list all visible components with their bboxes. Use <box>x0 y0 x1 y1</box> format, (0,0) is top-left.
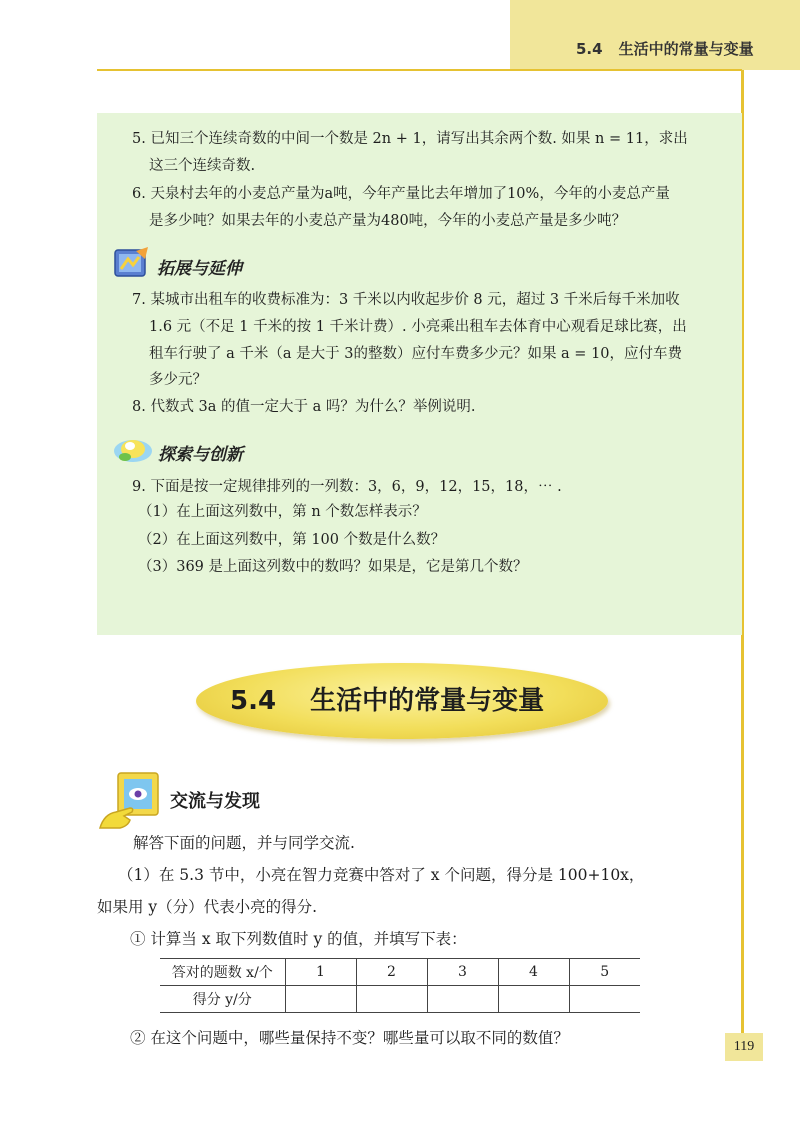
table-cell: 3 <box>427 959 498 986</box>
exercise-9-sub-3: （3）369 是上面这列数中的数吗？如果是，它是第几个数？ <box>138 559 528 575</box>
extend-icon <box>112 245 152 281</box>
extend-section-title: 拓展与延伸 <box>157 259 242 279</box>
table-cell: 4 <box>498 959 569 986</box>
page-number: 119 <box>725 1033 763 1061</box>
exercise-9-line-1: 9. 下面是按一定规律排列的一列数：3，6，9，12，15，18，⋯ . <box>132 479 562 495</box>
exercise-7-line-3: 租车行驶了 a 千米（a 是大于 3的整数）应付车费多少元？如果 a = 10，应付车费 <box>149 346 683 362</box>
exercise-5-line-2: 这三个连续奇数. <box>149 158 256 174</box>
running-header <box>576 38 754 59</box>
explore-section-title: 探索与创新 <box>158 445 243 465</box>
table-cell: 5 <box>569 959 640 986</box>
exchange-intro: 解答下面的问题，并与同学交流. <box>133 834 355 852</box>
table-row <box>160 986 640 1013</box>
header-section-title: 生活中的常量与变量 <box>618 40 754 58</box>
header-rule <box>97 69 742 71</box>
table-cell: 2 <box>356 959 427 986</box>
step-1-instruction: ① 计算当 x 取下列数值时 y 的值，并填写下表： <box>130 930 467 948</box>
exercise-7-line-2: 1.6 元（不足 1 千米的按 1 千米计费）. 小亮乘出租车去体育中心观看足球比赛，出 <box>149 319 687 335</box>
section-heading-number: 5.4 <box>230 686 277 716</box>
exercise-6-line-2: 是多少吨？如果去年的小麦总产量为480吨，今年的小麦总产量是多少吨？ <box>149 213 627 229</box>
table-cell: 1 <box>285 959 356 986</box>
table-empty-cell[interactable] <box>285 986 356 1013</box>
step-2-instruction: ② 在这个问题中，哪些量保持不变？哪些量可以取不同的数值？ <box>130 1029 569 1047</box>
section-heading <box>230 680 544 717</box>
table-row <box>160 959 640 986</box>
exercise-7-line-4: 多少元？ <box>149 372 207 388</box>
table-empty-cell[interactable] <box>427 986 498 1013</box>
exercise-9-sub-1: （1）在上面这列数中，第 n 个数怎样表示？ <box>138 504 427 520</box>
section-heading-title: 生活中的常量与变量 <box>310 686 545 716</box>
exercise-5-line-1: 5. 已知三个连续奇数的中间一个数是 2n + 1，请写出其余两个数. 如果 n = 11，求出 <box>132 131 688 147</box>
exercise-8-line-1: 8. 代数式 3a 的值一定大于 a 吗？为什么？举例说明. <box>132 399 476 415</box>
table-row-label: 得分 y/分 <box>160 986 285 1013</box>
answer-table <box>160 958 640 1013</box>
header-band <box>510 0 800 70</box>
table-empty-cell[interactable] <box>569 986 640 1013</box>
table-empty-cell[interactable] <box>356 986 427 1013</box>
question-1-line-2: 如果用 y（分）代表小亮的得分. <box>97 898 318 916</box>
explore-icon <box>112 433 154 465</box>
table-row-label: 答对的题数 x/个 <box>160 959 285 986</box>
question-1-line-1: （1）在 5.3 节中，小亮在智力竞赛中答对了 x 个问题，得分是 100+10x， <box>118 866 645 884</box>
header-section-number: 5.4 <box>576 40 603 58</box>
exchange-icon <box>96 770 162 838</box>
exercise-6-line-1: 6. 天泉村去年的小麦总产量为a吨，今年产量比去年增加了10%，今年的小麦总产量 <box>132 186 670 202</box>
exchange-section-title: 交流与发现 <box>170 791 260 812</box>
exercise-9-sub-2: （2）在上面这列数中，第 100 个数是什么数？ <box>138 532 446 548</box>
exercise-7-line-1: 7. 某城市出租车的收费标准为：3 千米以内收起步价 8 元，超过 3 千米后每千米加收 <box>132 292 680 308</box>
table-empty-cell[interactable] <box>498 986 569 1013</box>
